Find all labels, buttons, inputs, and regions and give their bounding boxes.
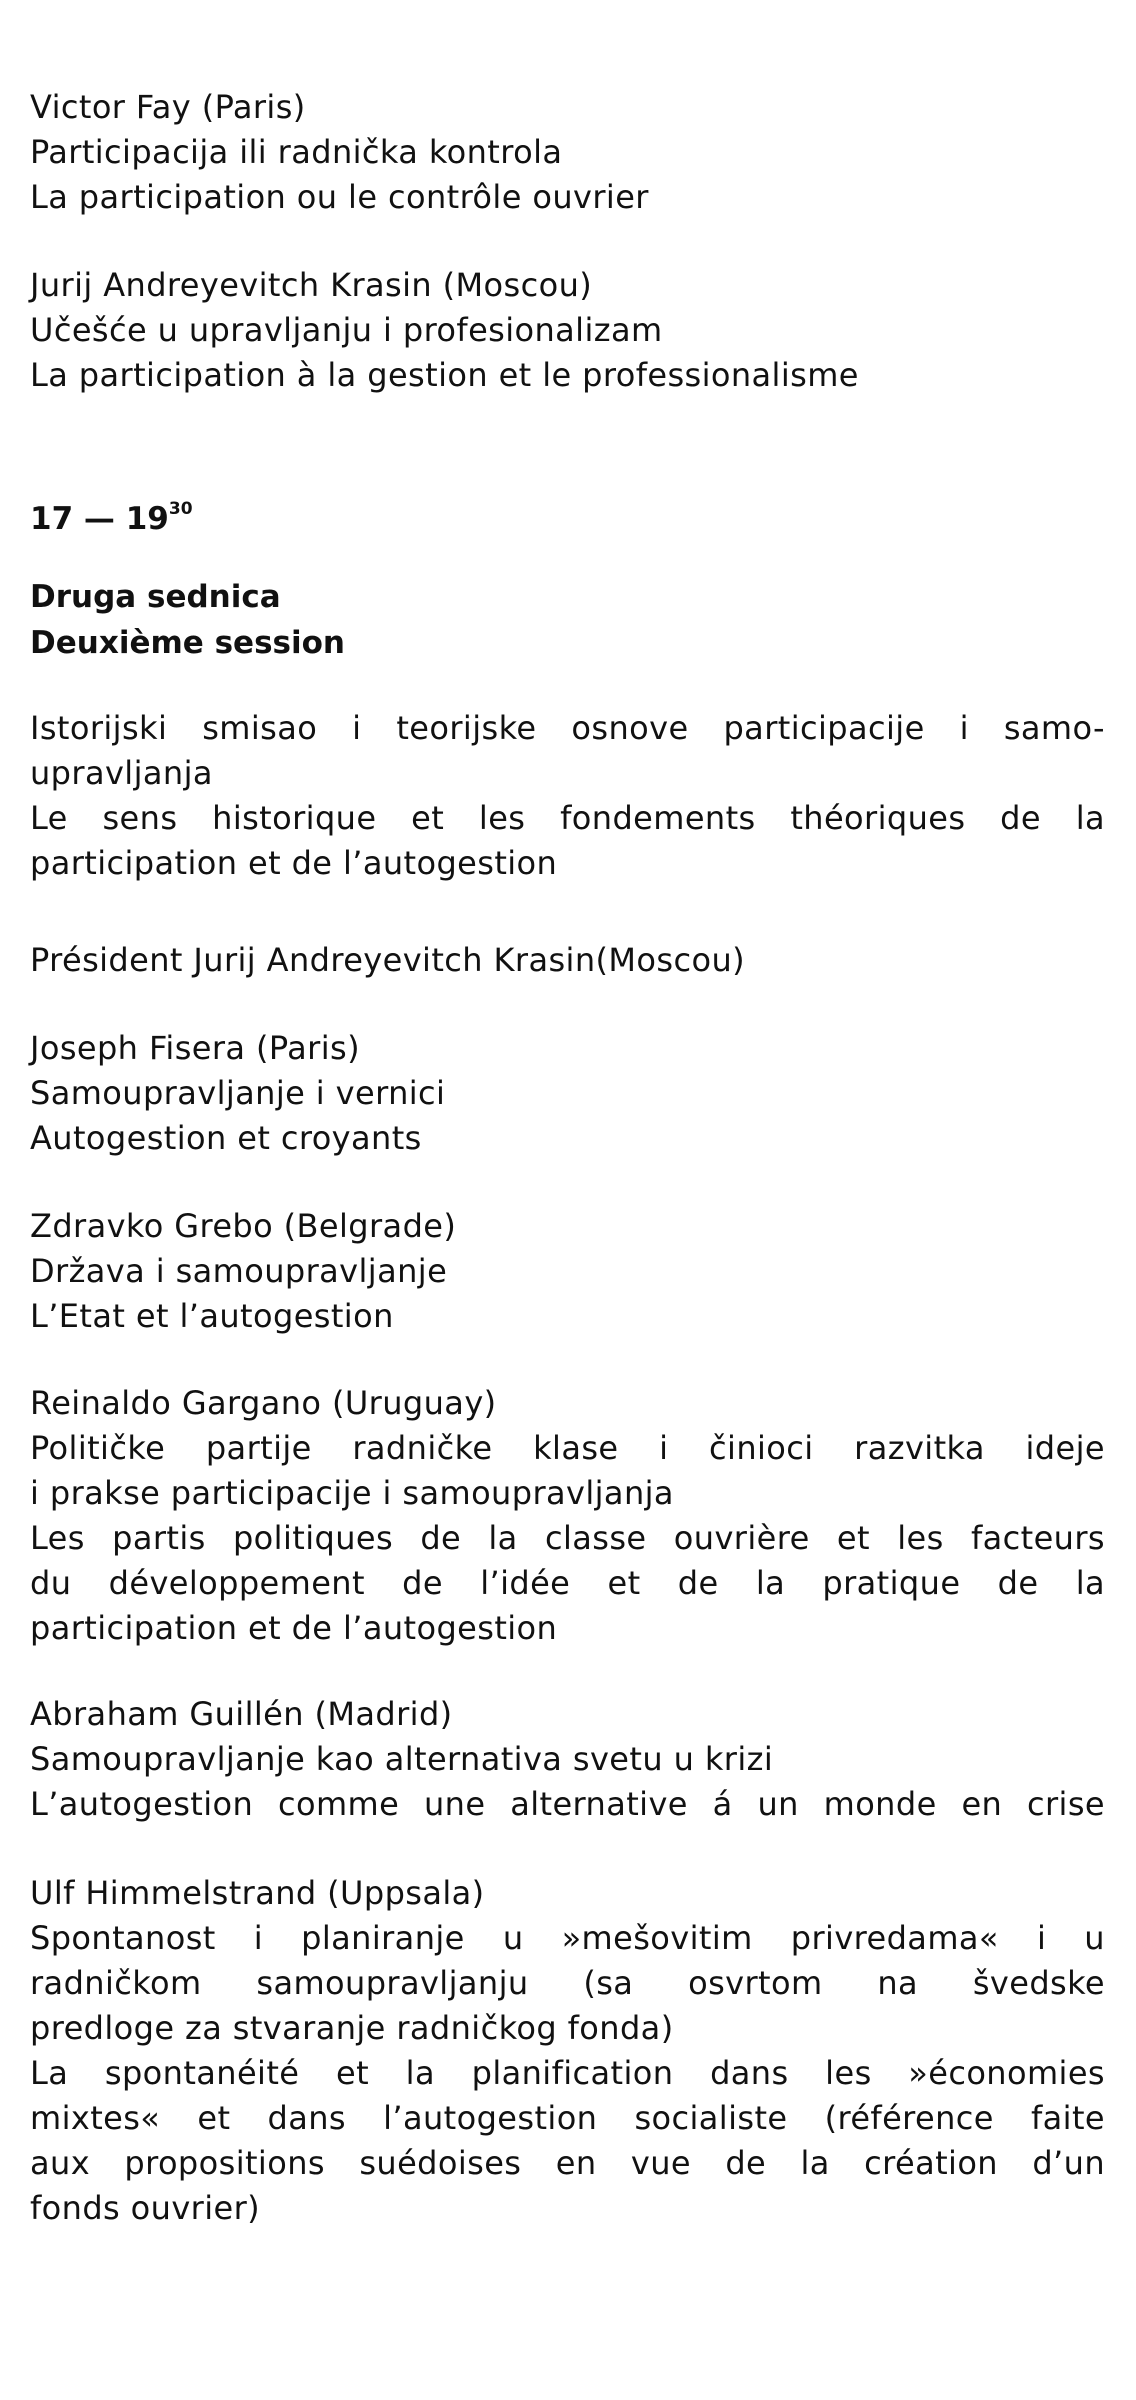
- talk-title-line: predloge za stvaranje radničkog fonda): [30, 2009, 674, 2047]
- speaker-name: Victor Fay (Paris): [30, 88, 306, 126]
- theme-fr-line: Le sens historique et les fondements théoriques de la: [30, 799, 1105, 837]
- entry-krasin: [30, 263, 1105, 398]
- talk-title-line: Političke partije radničke klase i činioci razvitka ideje: [30, 1429, 1105, 1467]
- session-heading: [30, 574, 1105, 666]
- speaker-name: Ulf Himmelstrand (Uppsala): [30, 1874, 485, 1912]
- talk-title-line: fonds ouvrier): [30, 2189, 261, 2227]
- talk-title-line: Spontanost i planiranje u »mešovitim privredama« i u: [30, 1919, 1105, 1957]
- talk-title-line: Samoupravljanje kao alternativa svetu u krizi: [30, 1740, 774, 1778]
- session-time: [30, 486, 1105, 542]
- president-line: Président Jurij Andreyevitch Krasin(Moscou): [30, 941, 746, 979]
- talk-title-line: L’Etat et l’autogestion: [30, 1297, 394, 1335]
- speaker-name: Reinaldo Gargano (Uruguay): [30, 1384, 497, 1422]
- talk-title-line: du développement de l’idée et de la pratique de la: [30, 1564, 1105, 1602]
- session-president: [30, 938, 1105, 983]
- talk-title-line: Samoupravljanje i vernici: [30, 1074, 446, 1112]
- theme-fr-line: participation et de l’autogestion: [30, 844, 558, 882]
- speaker-name: Zdravko Grebo (Belgrade): [30, 1207, 457, 1245]
- session-title-sr: Druga sednica: [30, 579, 281, 615]
- talk-title-line: La spontanéité et la planification dans les »économies: [30, 2054, 1105, 2092]
- talk-title-sr: Participacija ili radnička kontrola: [30, 133, 563, 171]
- talk-title-line: i prakse participacije i samoupravljanja: [30, 1474, 674, 1512]
- talk-title-line: participation et de l’autogestion: [30, 1609, 558, 1647]
- speaker-name: Jurij Andreyevitch Krasin (Moscou): [30, 266, 593, 304]
- talk-title-line: mixtes« et dans l’autogestion socialiste (référence faite: [30, 2099, 1105, 2137]
- talk-title-line: Država i samoupravljanje: [30, 1252, 448, 1290]
- talk-title-sr: Učešće u upravljanju i profesionalizam: [30, 311, 663, 349]
- time-minutes: 30: [168, 499, 193, 519]
- talk-title-line: Autogestion et croyants: [30, 1119, 422, 1157]
- entry-gargano: [30, 1381, 1105, 1651]
- entry-grebo: [30, 1204, 1105, 1339]
- theme-sr-line: Istorijski smisao i teorijske osnove participacije i samo-: [30, 709, 1105, 747]
- talk-title-fr: La participation à la gestion et le professionalisme: [30, 356, 859, 394]
- entry-fisera: [30, 1026, 1105, 1161]
- talk-title-line: Les partis politiques de la classe ouvrière et les facteurs: [30, 1519, 1105, 1557]
- talk-title-line: radničkom samoupravljanju (sa osvrtom na švedske: [30, 1964, 1105, 2002]
- talk-title-fr: La participation ou le contrôle ouvrier: [30, 178, 649, 216]
- entry-fay: [30, 85, 1105, 220]
- session-title-fr: Deuxième session: [30, 625, 345, 661]
- speaker-name: Joseph Fisera (Paris): [30, 1029, 360, 1067]
- speaker-name: Abraham Guillén (Madrid): [30, 1695, 453, 1733]
- entry-guillen: [30, 1692, 1105, 1827]
- talk-title-line: aux propositions suédoises en vue de la création d’un: [30, 2144, 1105, 2182]
- time-hours: 17 — 19: [30, 501, 169, 537]
- theme-sr-line: upravljanja: [30, 754, 213, 792]
- entry-himmelstrand: [30, 1871, 1105, 2231]
- session-theme: [30, 706, 1105, 886]
- talk-title-line: L’autogestion comme une alternative á un monde en crise: [30, 1785, 1105, 1823]
